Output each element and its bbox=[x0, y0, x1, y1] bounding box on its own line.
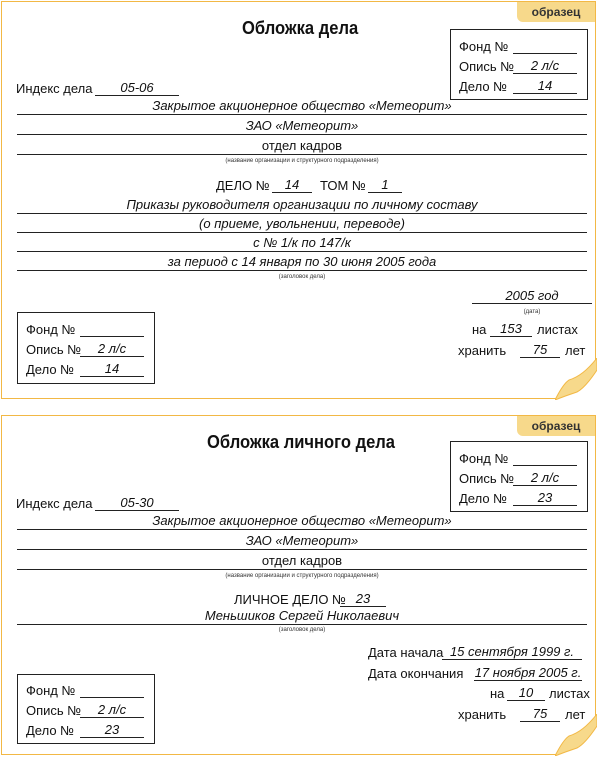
sample-tag: образец bbox=[517, 416, 595, 436]
archive-box-bottom bbox=[17, 674, 155, 744]
delo-value: 14 bbox=[80, 361, 144, 377]
delo-number-value: 14 bbox=[272, 177, 312, 193]
page-title: Обложка дела bbox=[242, 18, 359, 38]
sheets-prefix: на bbox=[490, 686, 505, 701]
opis-label: Опись № bbox=[26, 342, 82, 357]
index-value: 05-06 bbox=[95, 80, 179, 96]
personal-file-label: ЛИЧНОЕ ДЕЛО № bbox=[234, 592, 346, 607]
tom-value: 1 bbox=[368, 177, 402, 193]
fond-label: Фонд № bbox=[459, 39, 509, 54]
keep-value: 75 bbox=[520, 706, 560, 722]
heading-line-4: за период с 14 января по 30 июня 2005 года bbox=[17, 254, 587, 271]
fond-value bbox=[513, 38, 577, 54]
end-date-value: 17 ноября 2005 г. bbox=[474, 665, 582, 680]
index-label: Индекс дела bbox=[16, 81, 93, 96]
org-line-2: ЗАО «Метеорит» bbox=[17, 118, 587, 135]
keep-prefix: хранить bbox=[458, 707, 507, 722]
delo-value: 14 bbox=[513, 78, 577, 94]
year-value: 2005 год bbox=[472, 288, 592, 304]
start-date-label: Дата начала bbox=[368, 645, 444, 660]
fond-label: Фонд № bbox=[26, 683, 76, 698]
opis-value: 2 л/с bbox=[80, 341, 144, 357]
archive-box-bottom bbox=[17, 312, 155, 384]
org-line-1: Закрытое акционерное общество «Метеорит» bbox=[17, 98, 587, 115]
tom-label: ТОМ № bbox=[320, 178, 366, 193]
org-line-3: отдел кадров bbox=[17, 553, 587, 570]
fond-value bbox=[513, 450, 577, 466]
org-caption: (название организации и структурного подразделения) bbox=[225, 158, 379, 164]
fond-value bbox=[80, 682, 144, 698]
opis-value: 2 л/с bbox=[80, 702, 144, 718]
heading-line-2: (о приеме, увольнении, переводе) bbox=[17, 216, 587, 233]
org-caption: (название организации и структурного подразделения) bbox=[225, 573, 379, 579]
keep-suffix: лет bbox=[565, 707, 586, 722]
year-caption: (дата) bbox=[523, 309, 541, 315]
sample-tag: образец bbox=[517, 2, 595, 22]
sheets-suffix: листах bbox=[537, 322, 578, 337]
delo-label: Дело № bbox=[459, 491, 508, 506]
delo-value: 23 bbox=[513, 490, 577, 506]
sheets-value: 10 bbox=[507, 685, 545, 701]
delo-label: Дело № bbox=[26, 362, 75, 377]
heading-caption: (заголовок дела) bbox=[278, 274, 326, 280]
fond-label: Фонд № bbox=[26, 322, 76, 337]
delo-value: 23 bbox=[80, 722, 144, 738]
delo-number-label: ДЕЛО № bbox=[216, 178, 270, 193]
heading-line-3: с № 1/к по 147/к bbox=[17, 235, 587, 252]
fond-label: Фонд № bbox=[459, 451, 509, 466]
archive-box-top bbox=[450, 441, 588, 512]
index-label: Индекс дела bbox=[16, 496, 93, 511]
sheets-prefix: на bbox=[472, 322, 487, 337]
archive-box-top bbox=[450, 29, 588, 100]
org-line-2: ЗАО «Метеорит» bbox=[17, 533, 587, 550]
personal-file-cover-card bbox=[1, 415, 596, 755]
opis-label: Опись № bbox=[459, 471, 515, 486]
opis-label: Опись № bbox=[459, 59, 515, 74]
keep-prefix: хранить bbox=[458, 343, 507, 358]
keep-value: 75 bbox=[520, 342, 560, 358]
fond-value bbox=[80, 321, 144, 337]
opis-label: Опись № bbox=[26, 703, 82, 718]
sheets-value: 153 bbox=[490, 321, 532, 337]
personal-file-value: 23 bbox=[340, 591, 386, 607]
opis-value: 2 л/с bbox=[513, 470, 577, 486]
page-fold-icon bbox=[555, 358, 597, 400]
index-value: 05-30 bbox=[95, 495, 179, 511]
person-name: Меньшиков Сергей Николаевич bbox=[17, 608, 587, 625]
delo-label: Дело № bbox=[26, 723, 75, 738]
org-line-3: отдел кадров bbox=[17, 138, 587, 155]
sheets-suffix: листах bbox=[549, 686, 590, 701]
heading-caption: (заголовок дела) bbox=[278, 627, 326, 633]
page-title: Обложка личного дела bbox=[207, 432, 396, 452]
case-cover-card bbox=[1, 1, 596, 399]
keep-suffix: лет bbox=[565, 343, 586, 358]
start-date-value: 15 сентября 1999 г. bbox=[442, 644, 582, 660]
end-date-label: Дата окончания bbox=[368, 666, 464, 681]
delo-label: Дело № bbox=[459, 79, 508, 94]
opis-value: 2 л/с bbox=[513, 58, 577, 74]
org-line-1: Закрытое акционерное общество «Метеорит» bbox=[17, 513, 587, 530]
heading-line-1: Приказы руководителя организации по личному составу bbox=[17, 197, 587, 214]
